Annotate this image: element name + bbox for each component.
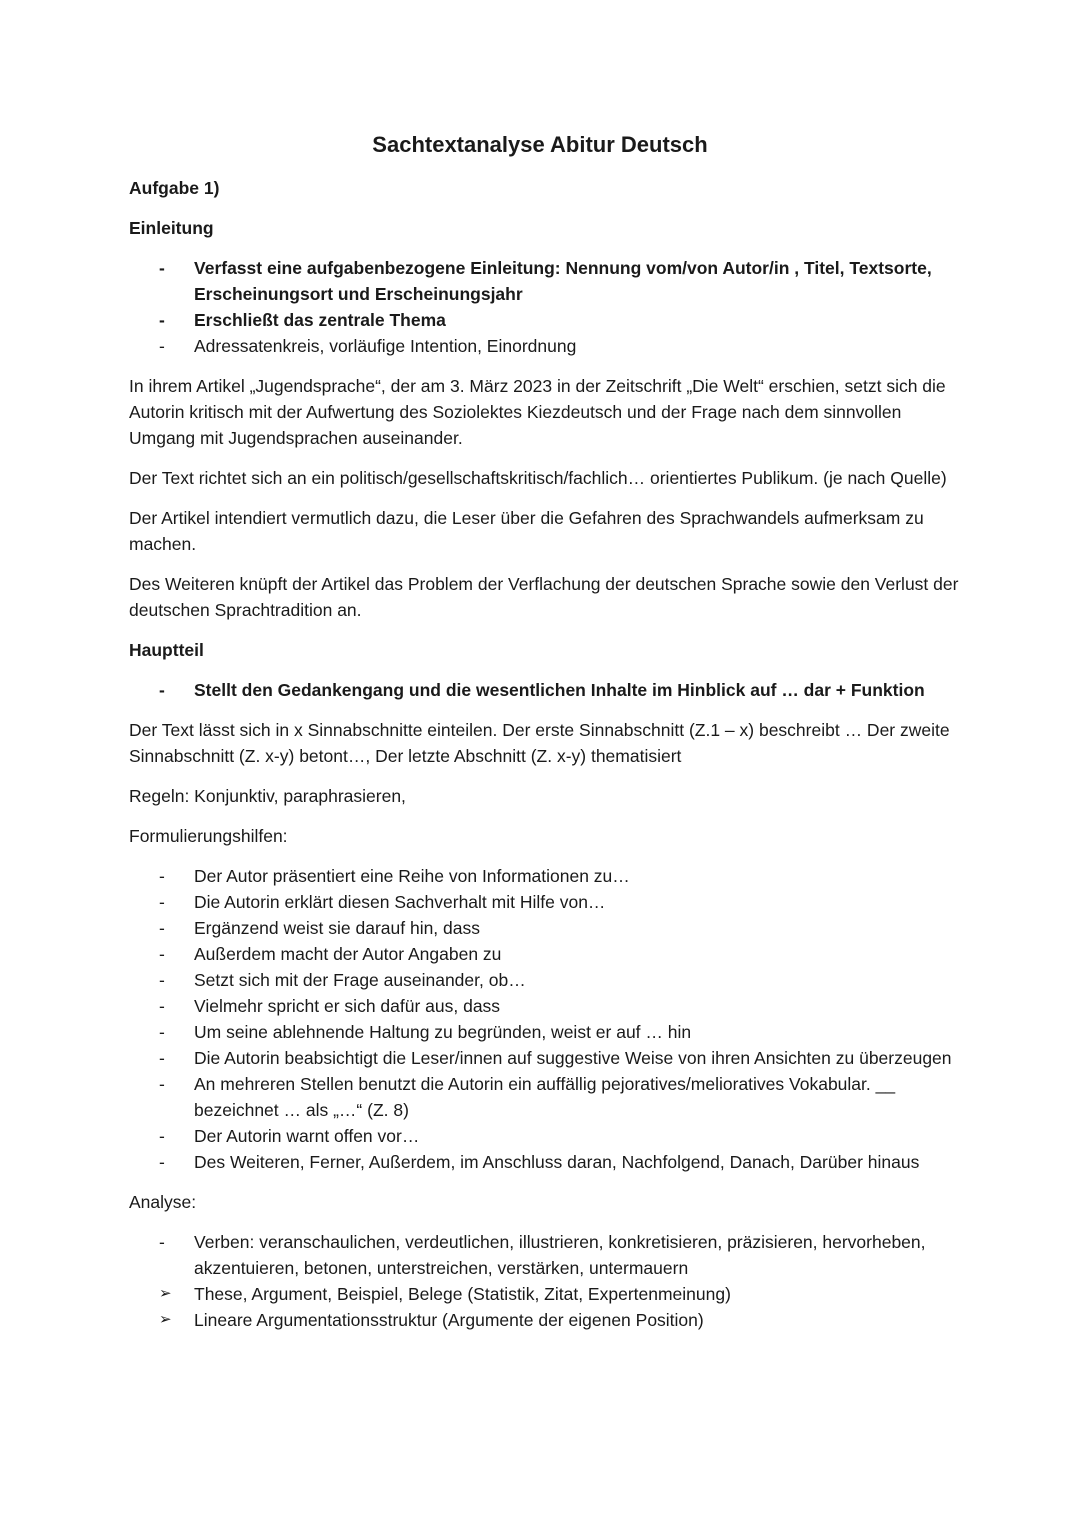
list-item — [129, 1123, 959, 1149]
list-item-text: Lineare Argumentationsstruktur (Argumente der eigenen Position) — [194, 1310, 704, 1330]
dash-bullet: - — [159, 310, 165, 330]
list-item-text: Verfasst eine aufgabenbezogene Einleitung: Nennung vom/von Autor/in , Titel, Textsorte, Erscheinungsort und Erscheinungsjahr — [194, 258, 932, 304]
list-item-text: Erschließt das zentrale Thema — [194, 310, 446, 330]
hauptteil-heading: Hauptteil — [129, 640, 204, 660]
dash-bullet: - — [159, 1074, 165, 1094]
list-item-text: An mehreren Stellen benutzt die Autorin ein auffällig pejoratives/melioratives Vokabular. __ bezeichnet … als „…“ (Z. 8) — [194, 1074, 896, 1120]
einleitung-heading: Einleitung — [129, 218, 214, 238]
list-item-text: Ergänzend weist sie darauf hin, dass — [194, 918, 480, 938]
arrow-bullet-icon: ➢ — [159, 1311, 172, 1328]
analyse-list — [129, 1229, 959, 1333]
list-item — [129, 1229, 959, 1281]
list-item-text: Verben: veranschaulichen, verdeutlichen, illustrieren, konkretisieren, präzisieren, hervorheben, akzentuieren, betonen, unterstreichen, verstärken, untermauern — [194, 1232, 926, 1278]
list-item-text: Die Autorin beabsichtigt die Leser/innen auf suggestive Weise von ihren Ansichten zu überzeugen — [194, 1048, 952, 1068]
list-item — [129, 307, 959, 333]
analyse-label: Analyse: — [129, 1192, 197, 1212]
einleitung-paragraph: Der Text richtet sich an ein politisch/gesellschaftskritisch/fachlich… orientiertes Publikum. (je nach Quelle) — [129, 468, 947, 488]
list-item — [129, 1307, 959, 1333]
dash-bullet: - — [159, 1048, 165, 1068]
dash-bullet: - — [159, 680, 165, 700]
dash-bullet: - — [159, 866, 165, 886]
list-item — [129, 1045, 959, 1071]
dash-bullet: - — [159, 1022, 165, 1042]
dash-bullet: - — [159, 1232, 165, 1252]
list-item — [129, 967, 959, 993]
dash-bullet: - — [159, 336, 165, 356]
list-item — [129, 863, 959, 889]
einleitung-paragraph: Der Artikel intendiert vermutlich dazu, die Leser über die Gefahren des Sprachwandels aufmerksam zu machen. — [129, 508, 924, 554]
dash-bullet: - — [159, 892, 165, 912]
list-item-text: Der Autorin warnt offen vor… — [194, 1126, 420, 1146]
einleitung-criteria-list — [129, 255, 959, 359]
list-item — [129, 915, 959, 941]
dash-bullet: - — [159, 258, 165, 278]
list-item — [129, 677, 959, 703]
list-item-text: Die Autorin erklärt diesen Sachverhalt mit Hilfe von… — [194, 892, 606, 912]
aufgabe-heading: Aufgabe 1) — [129, 178, 220, 198]
dash-bullet: - — [159, 944, 165, 964]
dash-bullet: - — [159, 1126, 165, 1146]
hauptteil-paragraph: Der Text lässt sich in x Sinnabschnitte einteilen. Der erste Sinnabschnitt (Z.1 – x) beschreibt … Der zweite Sinnabschnitt (Z. x-y) betont…, Der letzte Abschnitt (Z. x-y) thematisiert — [129, 720, 950, 766]
list-item-text: Um seine ablehnende Haltung zu begründen, weist er auf … hin — [194, 1022, 692, 1042]
list-item-text: Außerdem macht der Autor Angaben zu — [194, 944, 502, 964]
list-item — [129, 255, 959, 307]
einleitung-paragraph: Des Weiteren knüpft der Artikel das Problem der Verflachung der deutschen Sprache sowie den Verlust der deutschen Sprachtradition an. — [129, 574, 959, 620]
list-item — [129, 1281, 959, 1307]
list-item-text: Stellt den Gedankengang und die wesentlichen Inhalte im Hinblick auf … dar + Funktion — [194, 680, 925, 700]
list-item — [129, 1019, 959, 1045]
dash-bullet: - — [159, 996, 165, 1016]
hauptteil-criteria-list — [129, 677, 959, 703]
list-item — [129, 1149, 959, 1175]
document-body — [129, 175, 959, 1347]
list-item-text: Des Weiteren, Ferner, Außerdem, im Anschluss daran, Nachfolgend, Danach, Darüber hinaus — [194, 1152, 920, 1172]
arrow-bullet-icon: ➢ — [159, 1285, 172, 1302]
list-item-text: Vielmehr spricht er sich dafür aus, dass — [194, 996, 501, 1016]
formulierungshilfen-list — [129, 863, 959, 1175]
list-item — [129, 1071, 959, 1123]
dash-bullet: - — [159, 970, 165, 990]
list-item — [129, 993, 959, 1019]
dash-bullet: - — [159, 1152, 165, 1172]
list-item — [129, 333, 959, 359]
list-item-text: Der Autor präsentiert eine Reihe von Informationen zu… — [194, 866, 630, 886]
einleitung-paragraph: In ihrem Artikel „Jugendsprache“, der am 3. März 2023 in der Zeitschrift „Die Welt“ erschien, setzt sich die Autorin kritisch mit der Aufwertung des Soziolektes Kiezdeutsch und der Frage nach dem sinnvollen Umgang mit Jugendsprachen auseinander. — [129, 376, 946, 448]
dash-bullet: - — [159, 918, 165, 938]
list-item-text: Setzt sich mit der Frage auseinander, ob… — [194, 970, 526, 990]
formulierungshilfen-label: Formulierungshilfen: — [129, 826, 288, 846]
regeln-line: Regeln: Konjunktiv, paraphrasieren, — [129, 786, 406, 806]
list-item-text: These, Argument, Beispiel, Belege (Statistik, Zitat, Expertenmeinung) — [194, 1284, 731, 1304]
list-item — [129, 889, 959, 915]
document-title: Sachtextanalyse Abitur Deutsch — [372, 132, 708, 157]
list-item — [129, 941, 959, 967]
list-item-text: Adressatenkreis, vorläufige Intention, Einordnung — [194, 336, 577, 356]
